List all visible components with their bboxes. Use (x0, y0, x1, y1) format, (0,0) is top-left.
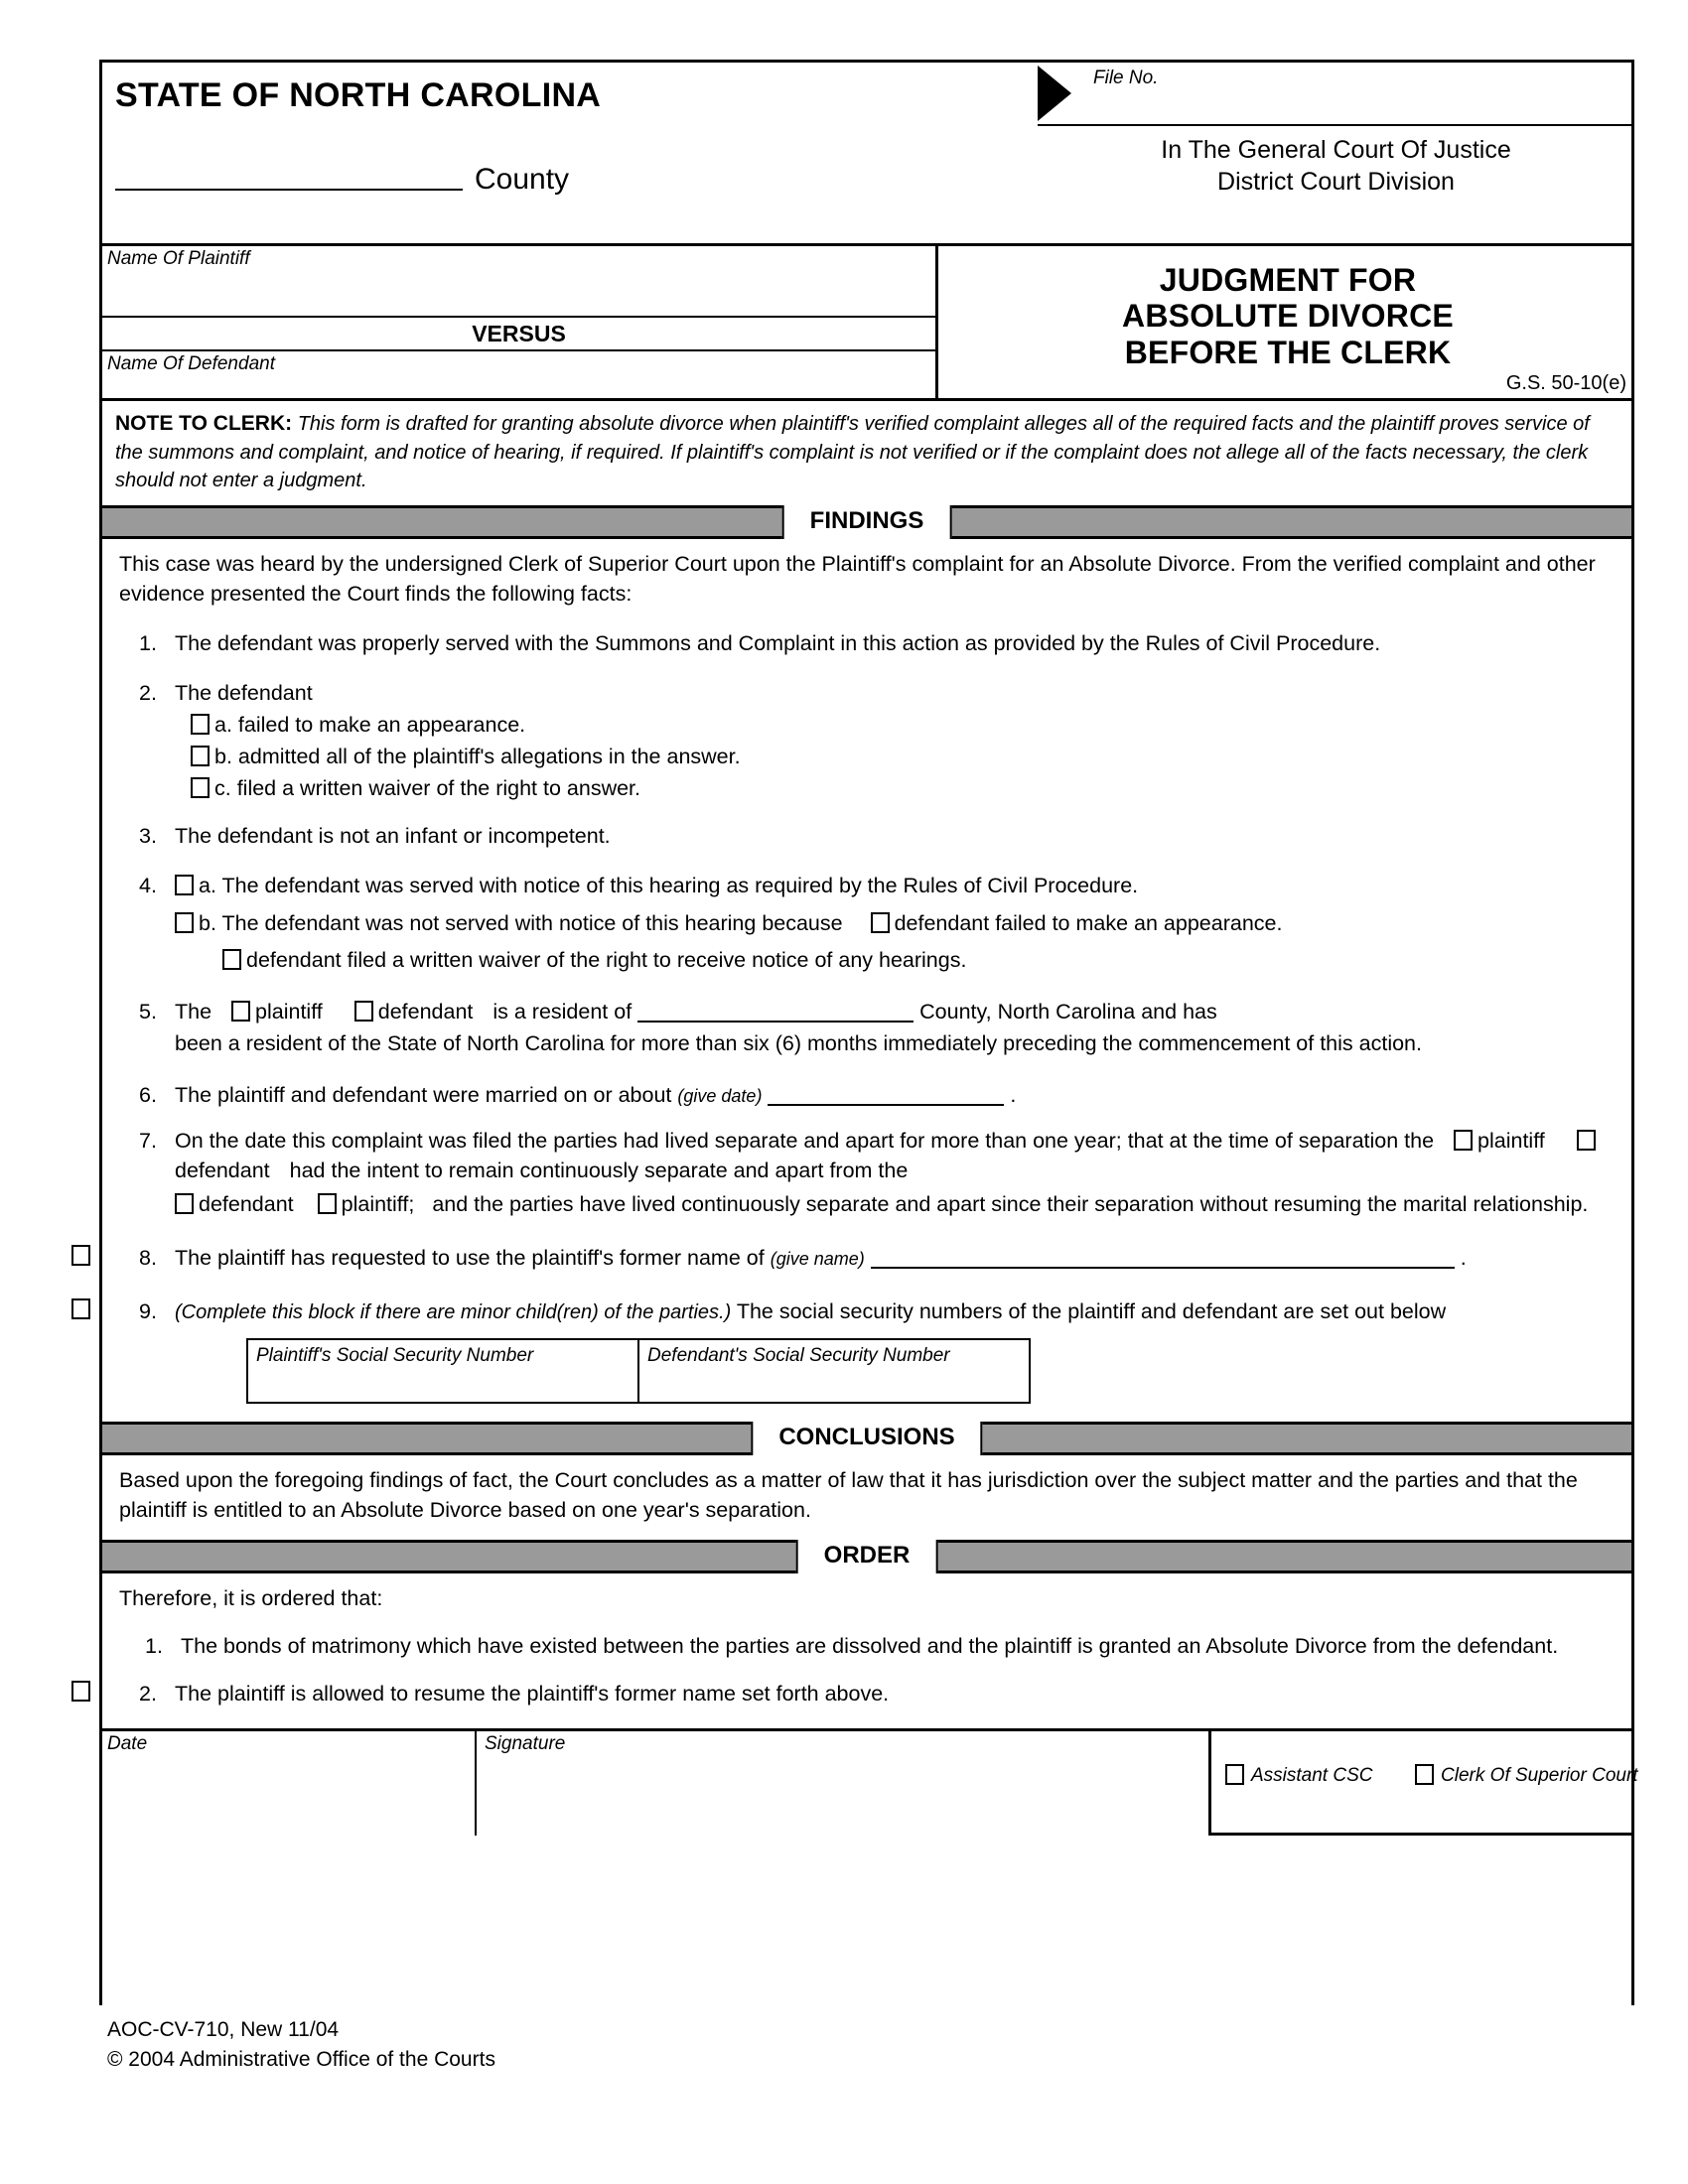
form-right-border (1631, 60, 1634, 2005)
order-item-2 (121, 1679, 1613, 1708)
date-label: Date (107, 1732, 148, 1754)
finding-7-defendant-label: defendant (175, 1159, 270, 1182)
findings-section (99, 539, 1634, 1423)
plaintiff-name-field[interactable] (99, 246, 938, 318)
plaintiff-ssn-label: Plaintiff's Social Security Number (256, 1345, 534, 1367)
finding-6-hint: (give date) (677, 1085, 763, 1106)
signer-role-block (1211, 1731, 1638, 1836)
court-line-2: District Court Division (1217, 168, 1455, 196)
signature-label: Signature (485, 1732, 566, 1754)
finding-text-2: The defendant (175, 680, 313, 705)
finding-7-plaintiff2-label: plaintiff; (341, 1192, 415, 1217)
file-number-box[interactable] (1038, 63, 1634, 126)
checkbox-5-plaintiff[interactable] (231, 1001, 250, 1022)
form-title-line-2: ABSOLUTE DIVORCE (1122, 298, 1454, 335)
finding-5-county-text: County, North Carolina and has (919, 999, 1217, 1024)
note-to-clerk-text: This form is drafted for granting absolute divorce when plaintiff's verified complaint alleges all of the required facts and the plaintiff proves service of the summons and complaint, and notice of hearing, if required. If plaintiff's complaint is not verified or if the complaint does not allege all of the facts necessary, the clerk should not enter a judgment. (115, 413, 1590, 492)
finding-number-5: 5. (139, 999, 157, 1024)
finding-2c (175, 773, 1613, 803)
checkbox-2a[interactable] (191, 714, 210, 735)
section-bar-order (99, 1540, 1634, 1573)
parties-and-title (99, 243, 1634, 398)
finding-8-pre: The plaintiff has requested to use the plaintiff's former name of (175, 1246, 765, 1271)
finding-number-7: 7. (139, 1128, 157, 1153)
form-header (99, 60, 1634, 243)
plaintiff-ssn-cell[interactable] (247, 1339, 638, 1403)
ssn-table (246, 1338, 1031, 1404)
checkbox-4b-opt2[interactable] (222, 949, 241, 970)
checkbox-clerk-of-superior-court[interactable] (1415, 1764, 1434, 1785)
finding-9-hint: (Complete this block if there are minor child(ren) of the parties.) (175, 1301, 732, 1324)
finding-item-2 (121, 678, 1613, 803)
signature-block (99, 1728, 1638, 1836)
defendant-ssn-label: Defendant's Social Security Number (647, 1345, 950, 1367)
finding-item-6 (121, 1080, 1613, 1110)
finding-item-7 (121, 1126, 1613, 1219)
finding-4b-second-option (175, 945, 1613, 975)
checkbox-7-defendant-2[interactable] (175, 1193, 194, 1214)
former-name-fill[interactable] (871, 1247, 1455, 1269)
checkbox-7-defendant[interactable] (1577, 1130, 1596, 1151)
finding-text-1: The defendant was properly served with the Summons and Complaint in this action as provided by the Rules of Civil Procedure. (175, 630, 1381, 655)
order-number-2: 2. (139, 1681, 157, 1706)
date-field[interactable] (99, 1731, 477, 1836)
checkbox-finding-9[interactable] (71, 1298, 90, 1319)
finding-item-9 (121, 1297, 1613, 1404)
section-bar-conclusions (99, 1422, 1634, 1455)
finding-number-1: 1. (139, 630, 157, 655)
finding-item-1 (121, 628, 1613, 658)
finding-text-3: The defendant is not an infant or incompetent. (175, 824, 611, 849)
county-label: County (475, 163, 570, 196)
note-to-clerk (99, 398, 1634, 505)
checkbox-assistant-csc[interactable] (1225, 1764, 1244, 1785)
finding-7-rest: and the parties have lived continuously separate and apart since their separation without resuming the marital relationship. (432, 1192, 1589, 1217)
footer-copyright: © 2004 Administrative Office of the Courts (107, 2048, 495, 2072)
section-bar-findings (99, 505, 1634, 539)
findings-list (99, 628, 1634, 1405)
finding-6-pre: The plaintiff and defendant were married on or about (175, 1082, 672, 1107)
finding-8-post: . (1460, 1246, 1467, 1271)
finding-number-9: 9. (139, 1299, 157, 1324)
finding-4b-pre: b. The defendant was not served with notice of this hearing because (199, 911, 843, 936)
finding-2a (175, 710, 1613, 740)
order-text-2: The plaintiff is allowed to resume the plaintiff's former name set forth above. (175, 1681, 890, 1706)
finding-number-8: 8. (139, 1246, 157, 1271)
defendant-ssn-cell[interactable] (638, 1339, 1030, 1403)
order-number-1: 1. (145, 1633, 163, 1658)
checkbox-2b[interactable] (191, 746, 210, 766)
file-number-label: File No. (1093, 68, 1159, 88)
finding-5-defendant-label: defendant (377, 999, 474, 1024)
checkbox-finding-8[interactable] (71, 1245, 90, 1266)
checkbox-4b-opt1[interactable] (871, 912, 890, 933)
defendant-name-label: Name Of Defendant (107, 353, 275, 374)
order-list (99, 1631, 1634, 1708)
finding-4b-opt2-label: defendant filed a written waiver of the right to receive notice of any hearings. (246, 947, 967, 972)
finding-item-5 (121, 997, 1613, 1058)
finding-number-6: 6. (139, 1082, 157, 1107)
checkbox-order-2[interactable] (71, 1681, 90, 1702)
section-title-order: ORDER (796, 1540, 938, 1573)
finding-2b-label: b. admitted all of the plaintiff's allegations in the answer. (214, 745, 741, 769)
defendant-name-field[interactable] (99, 351, 938, 398)
versus-label: VERSUS (99, 318, 938, 351)
finding-item-3 (121, 821, 1613, 851)
order-intro: Therefore, it is ordered that: (119, 1585, 383, 1610)
finding-2a-label: a. failed to make an appearance. (214, 712, 526, 737)
section-title-findings: FINDINGS (782, 505, 952, 539)
finding-2b (175, 742, 1613, 771)
form-title-block (941, 246, 1634, 398)
statute-reference: G.S. 50-10(e) (1505, 372, 1626, 395)
clerk-of-superior-court-label: Clerk Of Superior Court (1441, 1764, 1638, 1786)
finding-2c-label: c. filed a written waiver of the right to answer. (214, 776, 641, 801)
form-left-border (99, 60, 102, 2005)
checkbox-7-plaintiff-2[interactable] (318, 1193, 337, 1214)
checkbox-5-defendant[interactable] (354, 1001, 373, 1022)
checkbox-4b[interactable] (175, 912, 194, 933)
finding-4a-label: a. The defendant was served with notice of this hearing as required by the Rules of Civil Procedure. (199, 874, 1139, 898)
order-section (99, 1573, 1634, 1728)
order-item-1 (121, 1631, 1613, 1661)
finding-7-line2 (175, 1189, 1613, 1219)
finding-4b (175, 908, 1613, 938)
finding-item-4 (121, 871, 1613, 974)
finding-number-4: 4. (139, 874, 157, 898)
marriage-date-fill[interactable] (768, 1084, 1004, 1106)
order-text-1: The bonds of matrimony which have existed between the parties are dissolved and the plaintiff is granted an Absolute Divorce from the defendant. (181, 1633, 1559, 1658)
signature-field[interactable] (477, 1731, 1211, 1836)
finding-7-plaintiff-label: plaintiff (1477, 1128, 1545, 1153)
finding-5-plaintiff-label: plaintiff (255, 999, 323, 1024)
page-title: STATE OF NORTH CAROLINA (115, 76, 602, 114)
form-title-line-1: JUDGMENT FOR (1159, 262, 1417, 298)
checkbox-2c[interactable] (191, 777, 210, 798)
finding-7-pre: On the date this complaint was filed the parties had lived separate and apart for more than one year; that at the time of separation the (175, 1128, 1435, 1153)
finding-number-2: 2. (139, 680, 157, 705)
note-to-clerk-heading: NOTE TO CLERK: (115, 412, 293, 435)
finding-5-rest: been a resident of the State of North Carolina for more than six (6) months immediately preceding the commencement of this action. (175, 1030, 1422, 1055)
form-frame (99, 60, 1638, 2009)
finding-7-defendant2-label: defendant (199, 1192, 294, 1217)
findings-intro: This case was heard by the undersigned Clerk of Superior Court upon the Plaintiff's complaint for an Absolute Divorce. From the verified complaint and other evidence presented the Court finds the following facts: (119, 551, 1596, 606)
checkbox-4a[interactable] (175, 875, 194, 895)
footer-form-number: AOC-CV-710, New 11/04 (107, 2018, 340, 2041)
table-row (247, 1339, 1030, 1403)
finding-9-text: The social security numbers of the plaintiff and defendant are set out below (736, 1299, 1447, 1324)
finding-6-post: . (1010, 1082, 1017, 1107)
parties-block (99, 246, 938, 398)
triangle-pointer-icon (1038, 66, 1071, 121)
finding-5-resident-text: is a resident of (492, 999, 633, 1024)
county-residence-fill[interactable] (637, 1001, 914, 1023)
plaintiff-name-label: Name Of Plaintiff (107, 248, 250, 269)
section-title-conclusions: CONCLUSIONS (751, 1422, 982, 1455)
conclusions-section (99, 1455, 1634, 1539)
finding-7-mid: had the intent to remain continuously separate and apart from the (289, 1159, 909, 1182)
form-footer (107, 2015, 495, 2076)
county-fill-rule[interactable] (115, 188, 463, 191)
finding-item-8 (121, 1243, 1613, 1273)
finding-8-hint: (give name) (770, 1249, 865, 1270)
conclusions-text: Based upon the foregoing findings of fact, the Court concludes as a matter of law that it has jurisdiction over the subject matter and the parties and that the plaintiff is entitled to an Absolute Divorce based on one year's separation. (119, 1468, 1578, 1523)
court-division (1038, 134, 1634, 198)
assistant-csc-label: Assistant CSC (1251, 1764, 1373, 1786)
form-title-line-3: BEFORE THE CLERK (1124, 334, 1452, 370)
court-line-1: In The General Court Of Justice (1161, 136, 1511, 164)
finding-5-the: The (175, 999, 212, 1024)
checkbox-7-plaintiff[interactable] (1454, 1130, 1473, 1151)
trailing-blank-area (99, 1836, 1634, 2009)
finding-number-3: 3. (139, 824, 157, 849)
finding-4b-opt1-label: defendant failed to make an appearance. (894, 911, 1283, 936)
